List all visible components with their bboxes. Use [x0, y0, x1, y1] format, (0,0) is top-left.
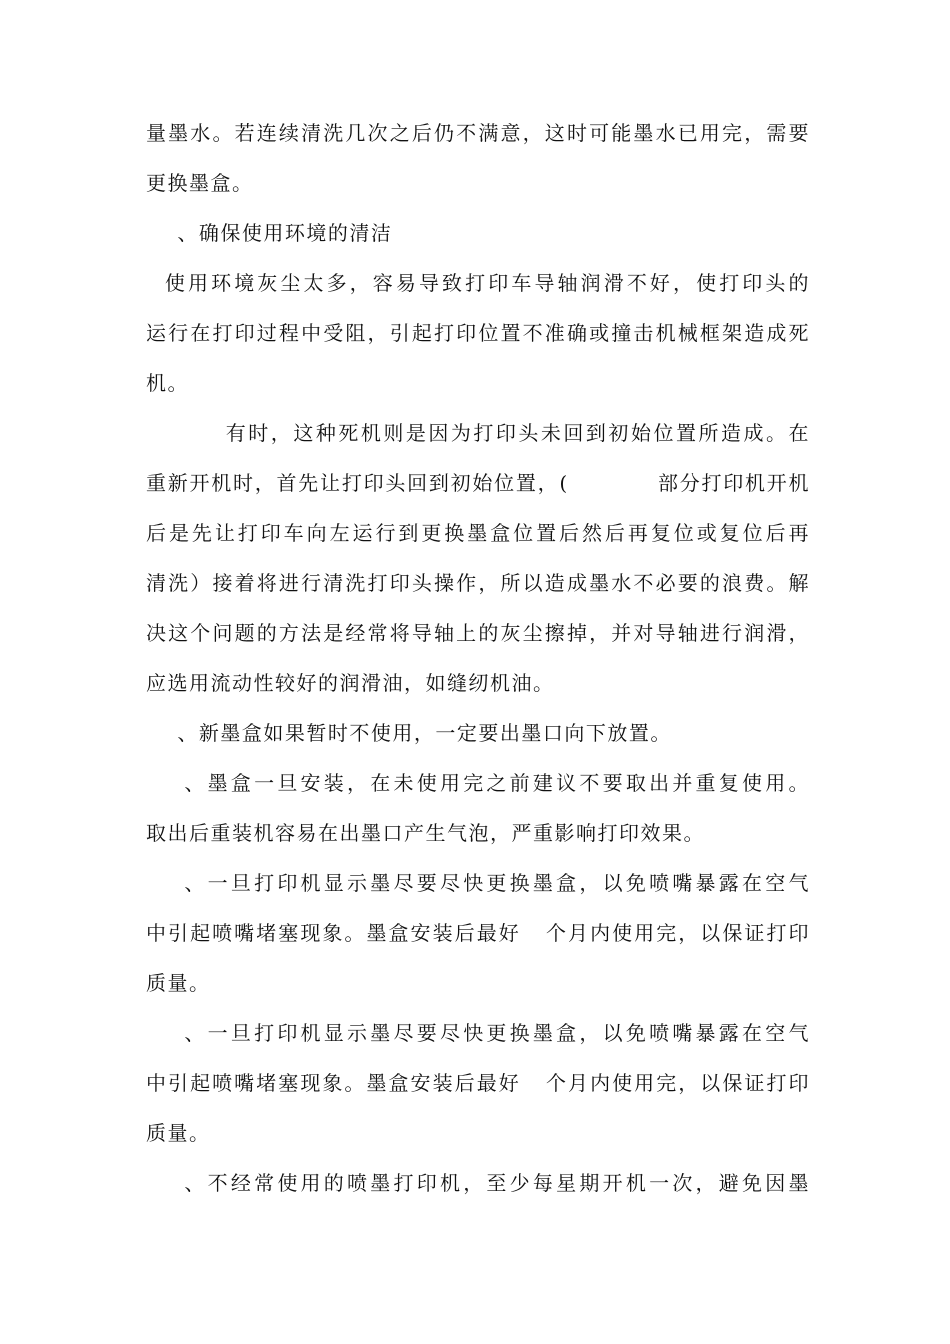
text-line: 、墨盒一旦安装，在未使用完之前建议不要取出并重复使用。	[146, 771, 810, 795]
text-line: 清洗）接着将进行清洗打印头操作，所以造成墨水不必要的浪费。解	[146, 571, 810, 595]
text-line: 、确保使用环境的清洁	[146, 221, 393, 245]
text-line: 、一旦打印机显示墨尽要尽快更换墨盒，以免喷嘴暴露在空气	[146, 1021, 810, 1045]
text-line: 中引起喷嘴堵塞现象。墨盒安装后最好 个月内使用完，以保证打印	[146, 1071, 810, 1095]
text-line: 中引起喷嘴堵塞现象。墨盒安装后最好 个月内使用完，以保证打印	[146, 921, 810, 945]
text-line: 、一旦打印机显示墨尽要尽快更换墨盒，以免喷嘴暴露在空气	[146, 871, 810, 895]
text-line: 、不经常使用的喷墨打印机，至少每星期开机一次，避免因墨	[146, 1171, 810, 1195]
text-line: 决这个问题的方法是经常将导轴上的灰尘擦掉，并对导轴进行润滑，	[146, 621, 810, 645]
text-line: 有时，这种死机则是因为打印头未回到初始位置所造成。在	[146, 421, 810, 445]
text-line: 应选用流动性较好的润滑油，如缝纫机油。	[146, 671, 555, 695]
text-line: 后是先让打印车向左运行到更换墨盒位置后然后再复位或复位后再	[146, 521, 810, 545]
text-line: 质量。	[146, 971, 211, 995]
text-line: 量墨水。若连续清洗几次之后仍不满意，这时可能墨水已用完，需要	[146, 121, 810, 145]
text-line: 运行在打印过程中受阻，引起打印位置不准确或撞击机械框架造成死	[146, 321, 810, 345]
text-line: 质量。	[146, 1121, 211, 1145]
text-line: 使用环境灰尘太多，容易导致打印车导轴润滑不好，使打印头的	[146, 271, 810, 295]
text-line: 机。	[146, 371, 189, 395]
text-line: 更换墨盒。	[146, 171, 254, 195]
text-line: 、新墨盒如果暂时不使用，一定要出墨口向下放置。	[146, 721, 672, 745]
text-line: 重新开机时，首先让打印头回到初始位置，( 部分打印机开机	[146, 471, 810, 495]
text-line: 取出后重装机容易在出墨口产生气泡，严重影响打印效果。	[146, 821, 705, 845]
